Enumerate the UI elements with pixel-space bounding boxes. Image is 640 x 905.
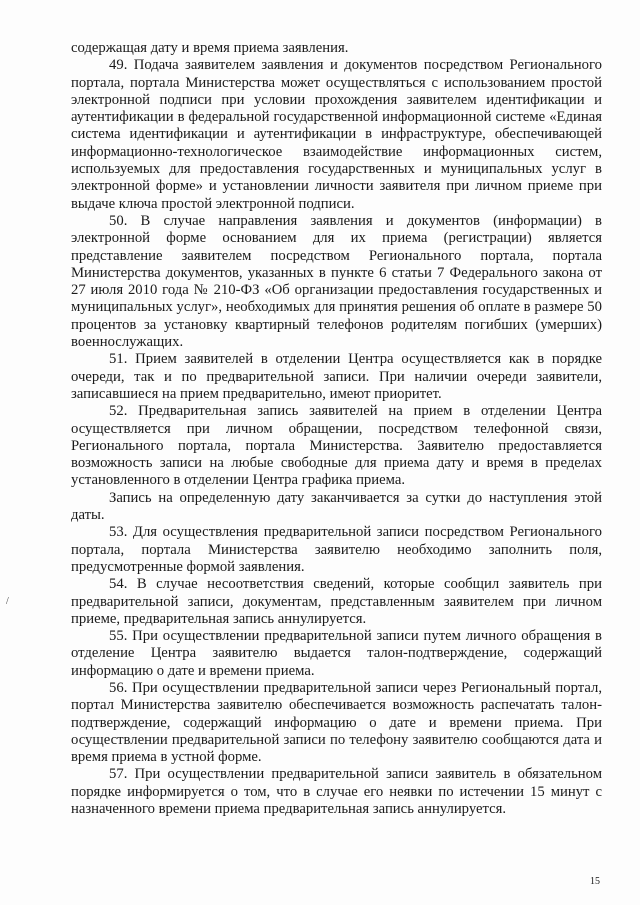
paragraph-53: 53. Для осуществления предварительной записи посредством Регионального портала, портала Министерства заявителю необходимо заполнить поля, предусмотренные формой заявления. <box>71 524 602 575</box>
document-body <box>71 40 602 818</box>
paragraph-52-note: Запись на определенную дату заканчивается за сутки до наступления этой даты. <box>71 489 602 524</box>
page-number: 15 <box>590 876 600 887</box>
paragraph-55: 55. При осуществлении предварительной записи путем личного обращения в отделение Центра заявителю выдается талон-подтверждение, содержащий информацию о дате и времени приема. <box>71 628 602 679</box>
paragraph-54: 54. В случае несоответствия сведений, которые сообщил заявитель при предварительной записи, документам, представленным заявителем при личном приеме, предварительная запись аннулируется. <box>71 576 602 627</box>
paragraph-52: 52. Предварительная запись заявителей на прием в отделении Центра осуществляется при личном обращении, посредством телефонной связи, Регионального портала, портала Министерства. Заявителю предоставляется возможность записи на любые свободные для приема дату и время в пределах установленного в отделении Центра графика приема. <box>71 403 602 489</box>
paragraph-50: 50. В случае направления заявления и документов (информации) в электронной форме основанием для их приема (регистрации) является представление заявителем посредством Регионального портала, портала Министерства документов, указанных в пункте 6 статьи 7 Федерального закона от 27 июля 2010 года № 210-ФЗ «Об организации предоставления государственных и муниципальных услуг», необходимых для принятия решения об оплате в размере 50 процентов за установку квартирный телефонов родителям погибших (умерших) военнослужащих. <box>71 212 602 351</box>
paragraph-57: 57. При осуществлении предварительной записи заявитель в обязательном порядке информируется о том, что в случае его неявки по истечении 15 минут с назначенного времени приема предварительная запись аннулируется. <box>71 766 602 818</box>
paragraph-49: 49. Подача заявителем заявления и документов посредством Регионального портала, портала Министерства может осуществляться с использованием простой электронной подписи при условии прохождения заявителем идентификации и аутентификации в федеральной государственной информационной системе «Единая система идентификации и аутентификации в инфраструктуре, обеспечивающей информационно-технологическое взаимодействие информационных систем, используемых для предоставления государственных и муниципальных услуг в электронной форме» и установлении личности заявителя при личном приеме при выдаче ключа простой электронной подписи. <box>71 57 602 212</box>
paragraph-56: 56. При осуществлении предварительной записи через Региональный портал, портал Министерства заявителю обеспечивается возможность распечатать талон-подтверждение, содержащий информацию о дате и времени приема. При осуществлении предварительной записи по телефону заявителю сообщаются дата и время приема в устной форме. <box>71 679 602 766</box>
paragraph-continuation: содержащая дату и время приема заявления. <box>71 40 349 56</box>
paragraph-51: 51. Прием заявителей в отделении Центра осуществляется как в порядке очереди, так и по предварительной записи. При наличии очереди заявители, записавшиеся на прием предварительно, имеют приоритет. <box>71 351 602 402</box>
margin-mark: / <box>6 596 9 607</box>
